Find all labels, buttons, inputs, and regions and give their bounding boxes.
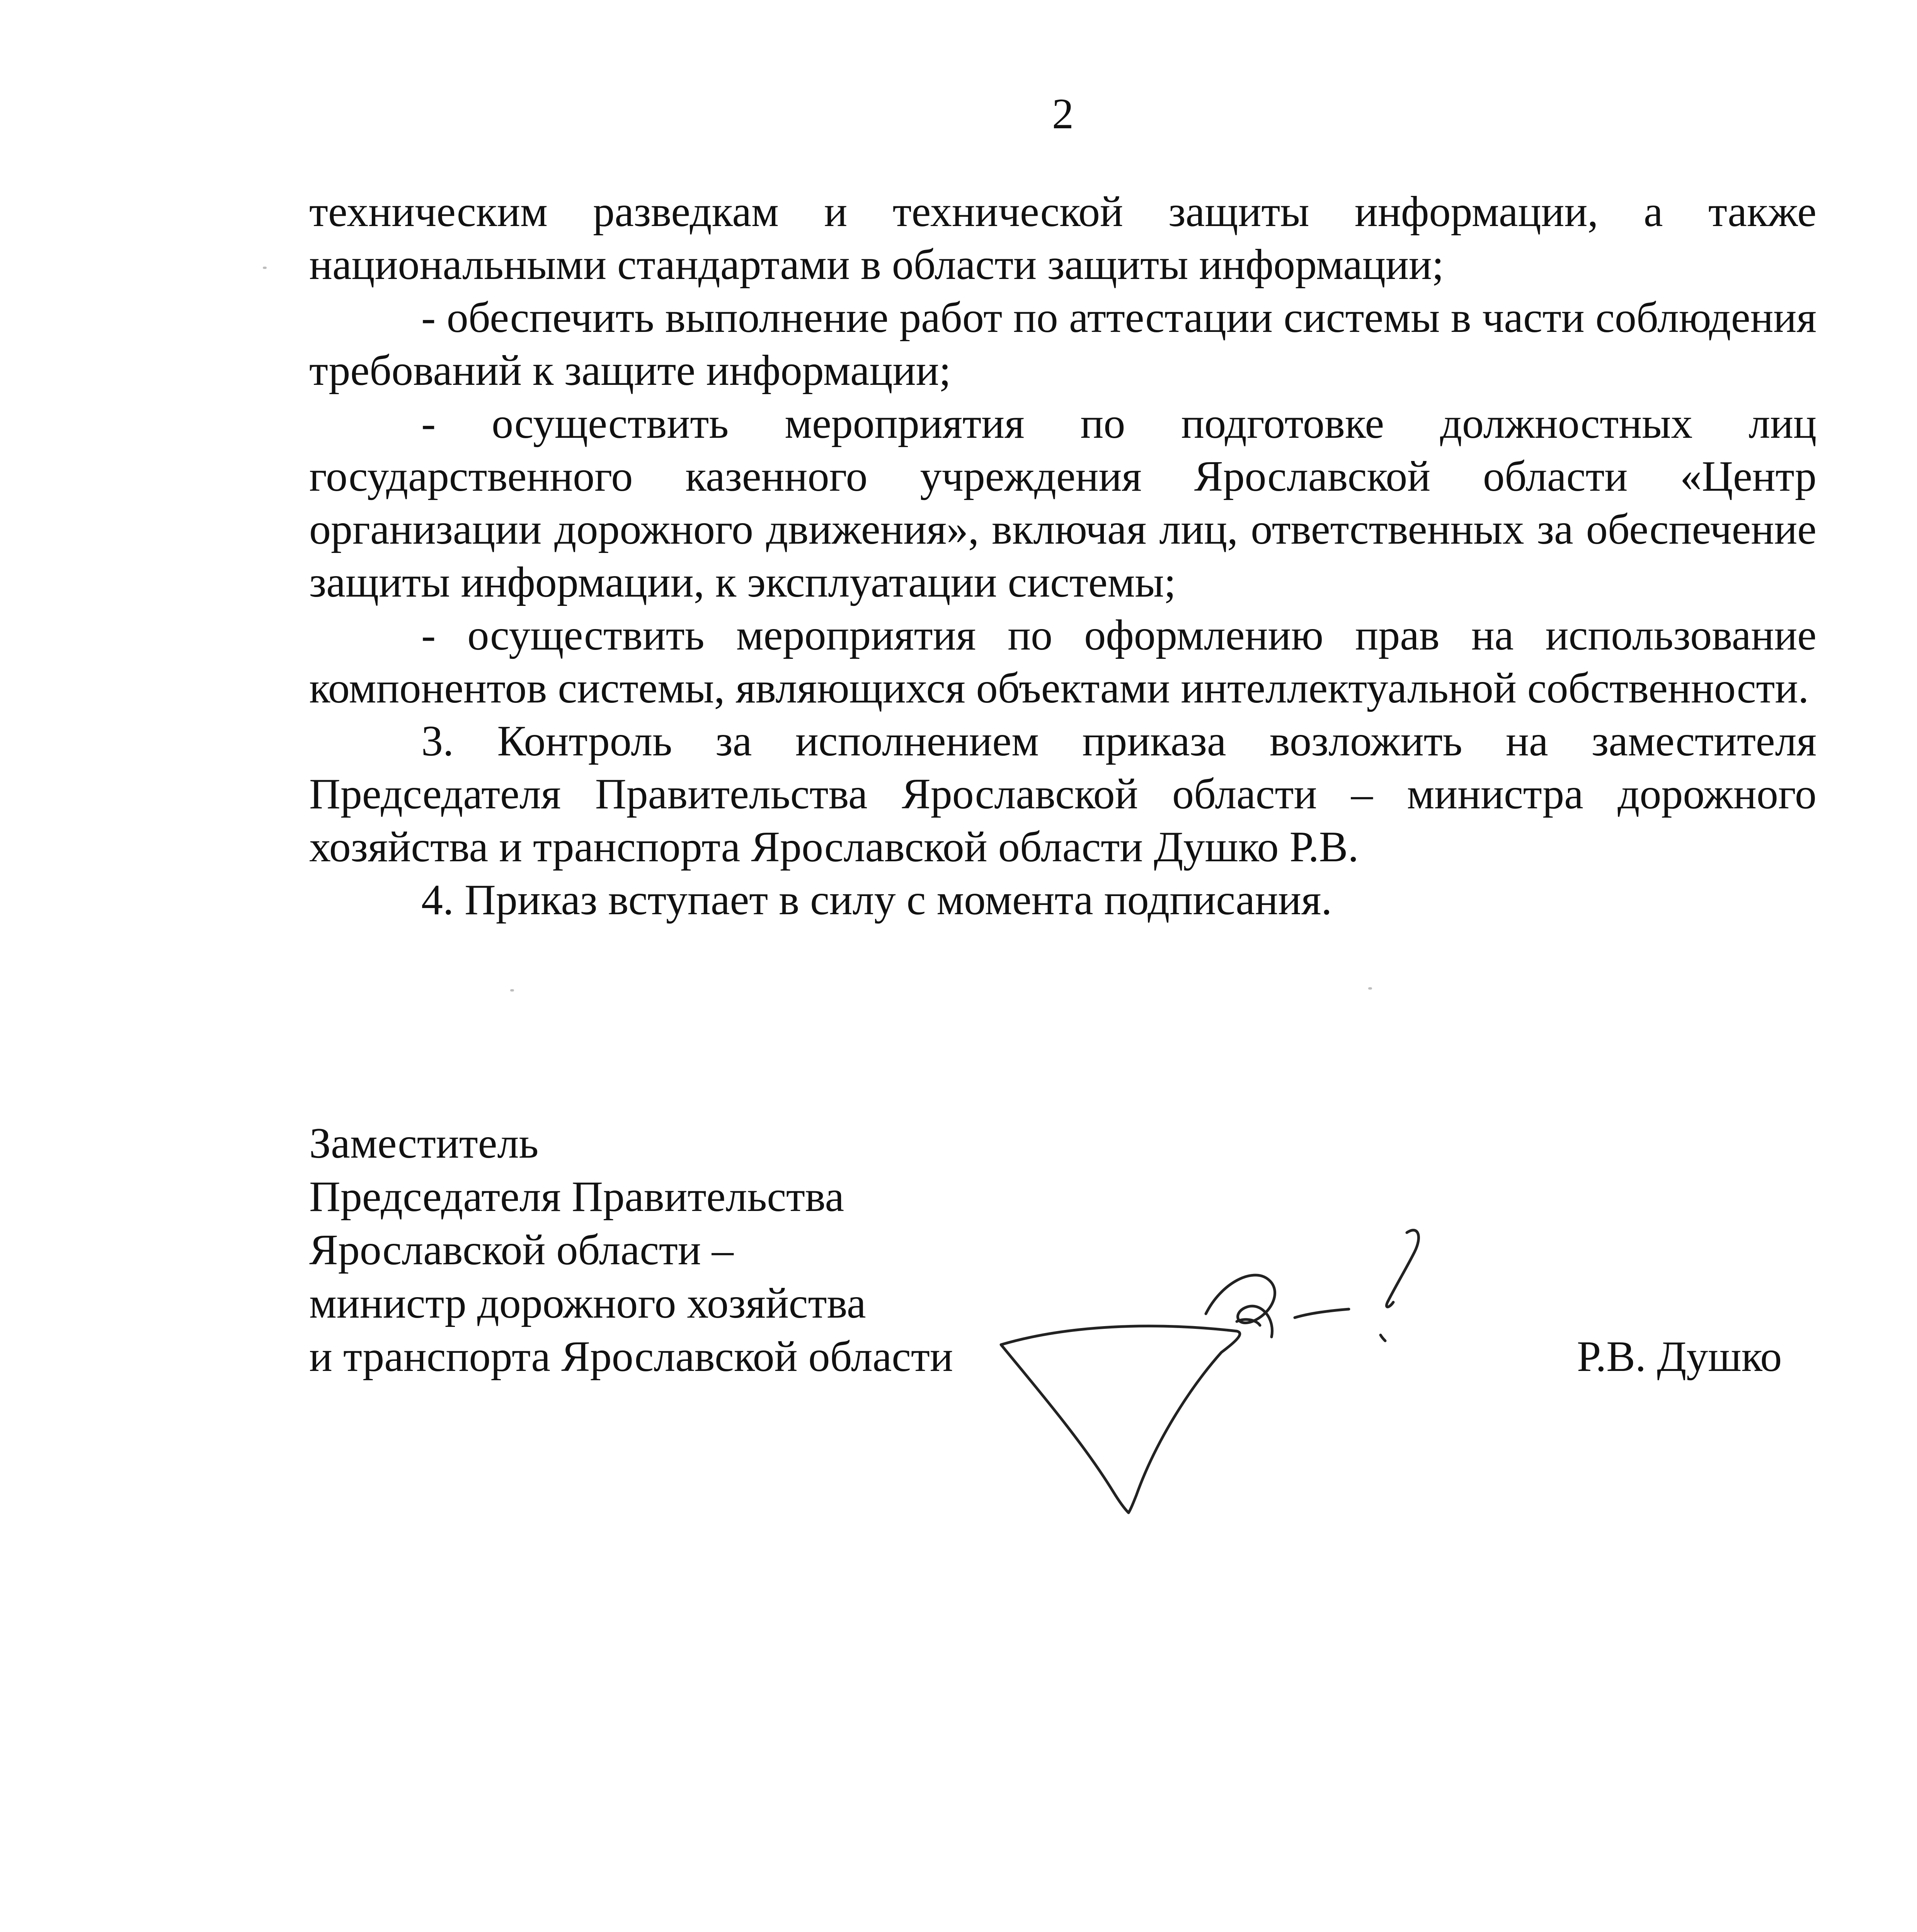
signatory-position-line: Заместитель <box>309 1119 539 1167</box>
document-body <box>309 185 1817 927</box>
signatory-position-line: и транспорта Ярославской области <box>309 1333 953 1381</box>
scan-speck <box>510 989 514 992</box>
paragraph: - осуществить мероприятия по оформлению прав на использование компонентов системы, являющихся объектами интеллектуальной собственности. <box>309 611 1817 712</box>
signatory-name: Р.В. Душко <box>1577 1333 1782 1381</box>
paragraph: - осуществить мероприятия по подготовке должностных лиц государственного казенного учреждения Ярославской области «Центр организации дорожного движения», включая лиц, ответственных за обеспечение защиты информации, к эксплуатации системы; <box>309 400 1817 606</box>
paragraph: - обеспечить выполнение работ по аттестации системы в части соблюдения требований к защите информации; <box>309 294 1817 395</box>
paragraph: 3. Контроль за исполнением приказа возложить на заместителя Председателя Правительства Ярославской области – министра дорожного хозяйства и транспорта Ярославской области Душко Р.В. <box>309 717 1817 871</box>
signatory-position-line: министр дорожного хозяйства <box>309 1279 866 1327</box>
paragraph: техническим разведкам и технической защиты информации, а также национальными стандартами в области защиты информации; <box>309 188 1817 289</box>
scan-speck <box>1368 987 1372 990</box>
signatory-position <box>309 1117 1082 1383</box>
scan-speck <box>263 267 267 269</box>
paragraph: 4. Приказ вступает в силу с момента подписания. <box>421 876 1332 924</box>
signatory-position-line: Председателя Правительства <box>309 1173 844 1221</box>
signatory-position-line: Ярославской области – <box>309 1226 734 1274</box>
handwritten-signature <box>989 1225 1476 1542</box>
page-number: 2 <box>1052 90 1074 138</box>
